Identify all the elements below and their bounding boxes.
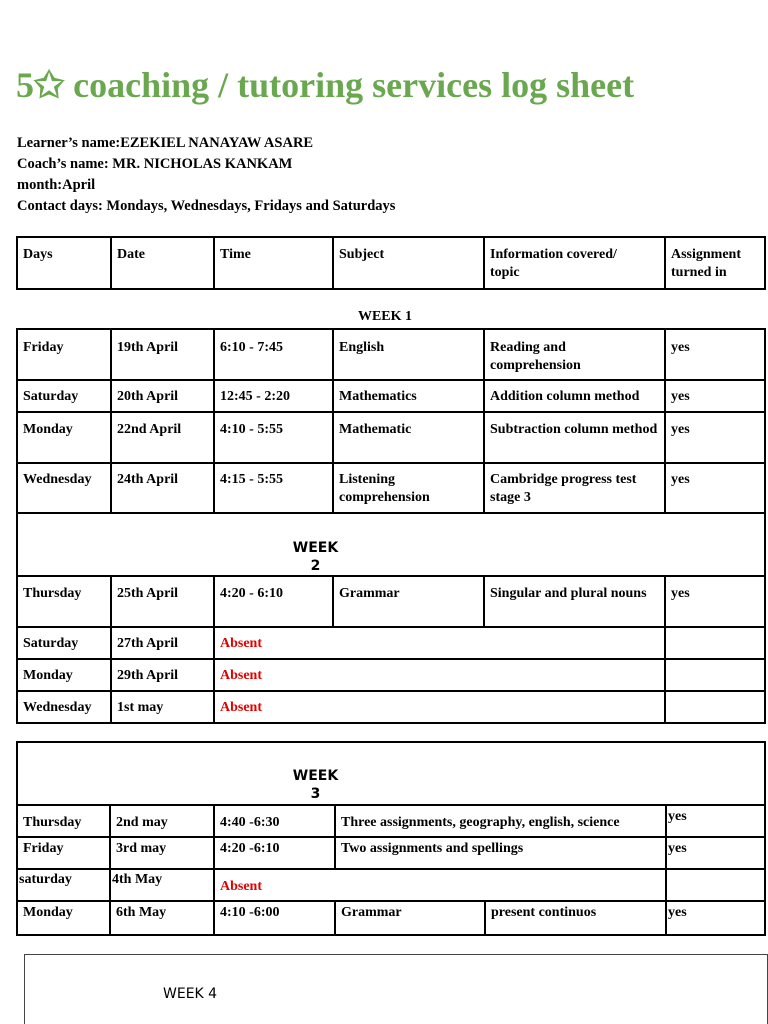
assignment-cell: yes	[666, 901, 765, 935]
page-title: 5✩ coaching / tutoring services log sheet	[16, 65, 635, 105]
date-cell: 22nd April	[111, 412, 214, 463]
header-time: Time	[214, 237, 333, 289]
info-cell: present continuos	[485, 901, 666, 935]
subject-cell: English	[333, 329, 484, 380]
date-cell: 3rd may	[110, 837, 214, 869]
week2-heading-row	[17, 513, 765, 576]
date-cell: 29th April	[111, 659, 214, 691]
table-row	[17, 805, 765, 837]
table-row	[17, 329, 765, 380]
week1-table	[16, 328, 766, 514]
date-cell: 1st may	[111, 691, 214, 723]
subject-cell: Mathematics	[333, 380, 484, 412]
table-row	[17, 380, 765, 412]
week2-label-line1: WEEK	[292, 540, 339, 556]
subject-cell: Three assignments, geography, english, science	[335, 805, 666, 837]
subject-cell: Listening comprehension	[333, 463, 484, 513]
week2-label-line2: 2	[310, 558, 321, 574]
week3-heading-row	[17, 742, 765, 805]
assignment-cell: yes	[666, 805, 765, 837]
header-date: Date	[111, 237, 214, 289]
assignment-cell	[665, 691, 765, 723]
date-cell: 27th April	[111, 627, 214, 659]
week3-label	[288, 767, 343, 803]
contact-days: Contact days: Mondays, Wednesdays, Fridays and Saturdays	[17, 198, 396, 214]
assignment-cell: yes	[665, 463, 765, 513]
header-table	[16, 236, 766, 290]
week3-table	[16, 741, 766, 936]
assignment-cell: yes	[665, 380, 765, 412]
header-assignment-line1: Assignment	[671, 247, 742, 262]
table-row	[17, 659, 765, 691]
week3-label-line1: WEEK	[292, 768, 339, 784]
assignment-cell	[665, 627, 765, 659]
header-subject: Subject	[333, 237, 484, 289]
day-cell: Monday	[17, 659, 111, 691]
table-row	[17, 869, 765, 901]
date-cell: 20th April	[111, 380, 214, 412]
time-cell: 4:10 -6:00	[214, 901, 335, 935]
absent-cell: Absent	[214, 659, 665, 691]
assignment-cell: yes	[666, 837, 765, 869]
day-cell: Saturday	[17, 627, 111, 659]
info-cell: Reading and comprehension	[484, 329, 665, 380]
date-cell: 25th April	[111, 576, 214, 627]
time-cell: 4:20 - 6:10	[214, 576, 333, 627]
date-cell: 24th April	[111, 463, 214, 513]
table-row	[17, 412, 765, 463]
day-cell: Friday	[17, 329, 111, 380]
absent-cell: Absent	[214, 869, 666, 901]
header-days: Days	[17, 237, 111, 289]
date-cell: 6th May	[110, 901, 214, 935]
time-cell: 4:15 - 5:55	[214, 463, 333, 513]
week3-label-line2: 3	[310, 786, 321, 802]
time-cell: 4:20 -6:10	[214, 837, 335, 869]
day-cell: Wednesday	[17, 691, 111, 723]
week4-label: WEEK 4	[163, 986, 218, 1002]
info-cell: Subtraction column method	[484, 412, 665, 463]
subject-cell: Grammar	[335, 901, 485, 935]
week4-box	[24, 954, 768, 1024]
table-row	[17, 576, 765, 627]
day-cell: saturday	[17, 869, 110, 901]
header-information	[484, 237, 665, 289]
day-cell: Wednesday	[17, 463, 111, 513]
time-cell: 12:45 - 2:20	[214, 380, 333, 412]
week2-label	[288, 539, 343, 575]
date-cell: 4th May	[110, 869, 214, 901]
header-information-line1: Information covered/	[490, 247, 617, 262]
table-row	[17, 627, 765, 659]
absent-cell: Absent	[214, 627, 665, 659]
table-row	[17, 837, 765, 869]
assignment-cell	[665, 659, 765, 691]
time-cell: 4:40 -6:30	[214, 805, 335, 837]
assignment-cell: yes	[665, 329, 765, 380]
table-row	[17, 463, 765, 513]
learner-name: Learner’s name:EZEKIEL NANAYAW ASARE	[17, 135, 314, 151]
absent-cell: Absent	[214, 691, 665, 723]
subject-cell: Mathematic	[333, 412, 484, 463]
week1-label: WEEK 1	[357, 309, 413, 324]
day-cell: Saturday	[17, 380, 111, 412]
assignment-cell: yes	[665, 576, 765, 627]
coach-name: Coach’s name: MR. NICHOLAS KANKAM	[17, 156, 293, 172]
day-cell: Monday	[17, 901, 110, 935]
week3-heading-cell	[17, 742, 765, 805]
table-row	[17, 901, 765, 935]
assignment-cell: yes	[665, 412, 765, 463]
info-cell: Singular and plural nouns	[484, 576, 665, 627]
time-cell: 6:10 - 7:45	[214, 329, 333, 380]
subject-cell: Grammar	[333, 576, 484, 627]
time-cell: 4:10 - 5:55	[214, 412, 333, 463]
header-assignment-line2: turned in	[671, 265, 727, 280]
date-cell: 2nd may	[110, 805, 214, 837]
subject-cell: Two assignments and spellings	[335, 837, 666, 869]
week2-heading-cell	[17, 513, 765, 576]
assignment-cell	[666, 869, 765, 901]
day-cell: Thursday	[17, 576, 111, 627]
info-cell: Addition column method	[484, 380, 665, 412]
learner-info	[17, 133, 395, 217]
info-cell: Cambridge progress test stage 3	[484, 463, 665, 513]
day-cell: Friday	[17, 837, 110, 869]
date-cell: 19th April	[111, 329, 214, 380]
day-cell: Thursday	[17, 805, 110, 837]
week2-table	[16, 512, 766, 724]
day-cell: Monday	[17, 412, 111, 463]
header-assignment	[665, 237, 765, 289]
table-row	[17, 691, 765, 723]
month: month:April	[17, 177, 96, 193]
header-information-line2: topic	[490, 265, 520, 280]
